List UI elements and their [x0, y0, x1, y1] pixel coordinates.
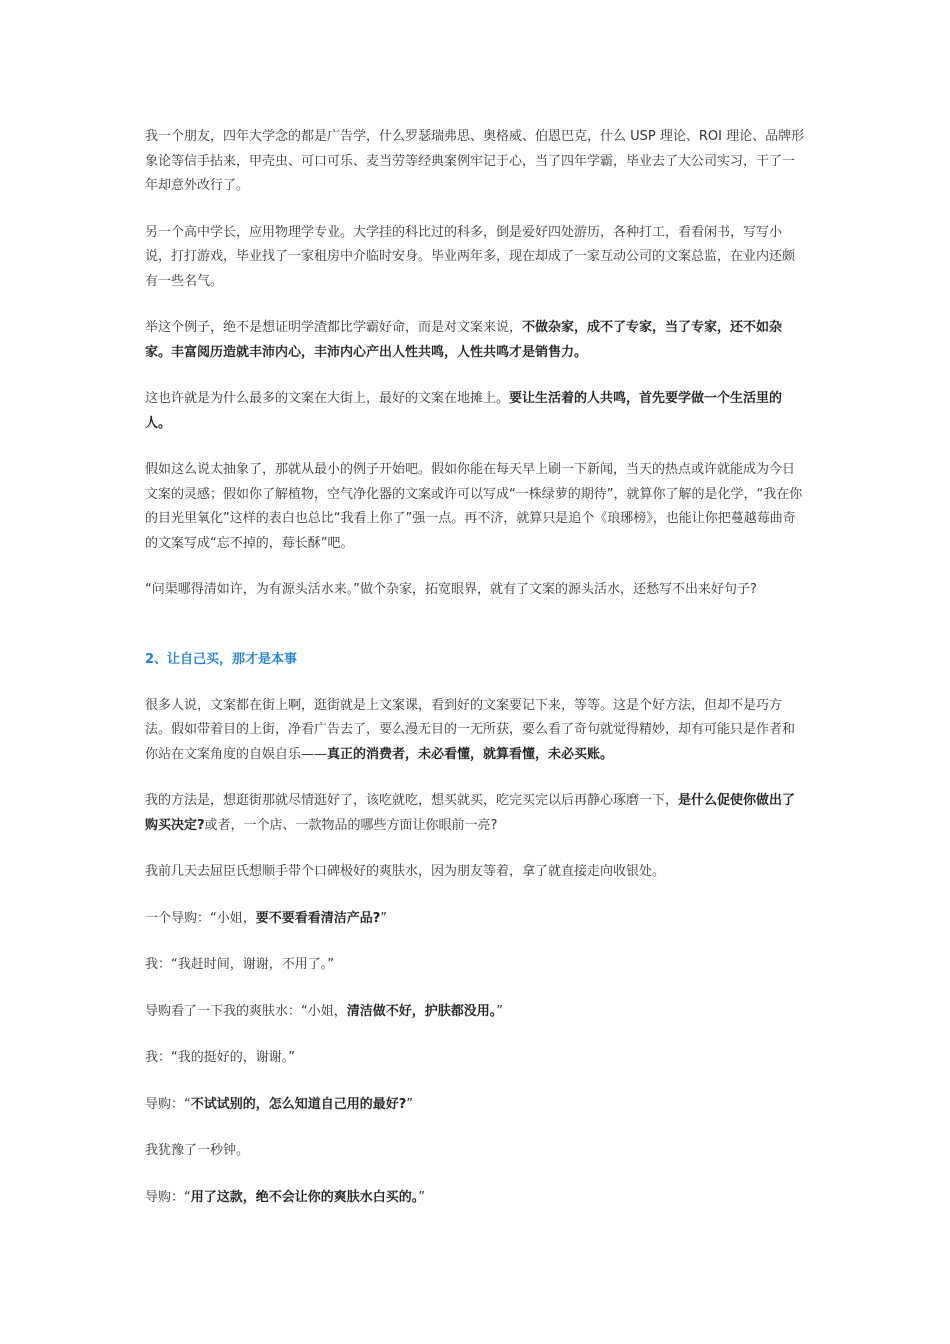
- dialogue-line-3: [145, 1000, 805, 1025]
- dialogue-7-speaker: 导购：“: [145, 1189, 191, 1205]
- section-heading-2: 2、让自己买，那才是本事: [145, 651, 298, 667]
- dialogue-5-bold: 不试试别的，怎么知道自己用的最好?: [190, 1096, 407, 1112]
- paragraph-4-bold: 要让生活着的人共鸣，首先要学做一个生活里的人。: [145, 391, 783, 431]
- paragraph-5: 假如这么说太抽象了，那就从最小的例子开始吧。假如你能在每天早上刷一下新闻，当天的热点或许就能成为今日文案的灵感；假如你了解植物，空气净化器的文案或许可以写成“一株绿萝的期待”，就算你了解的是化学，“我在你的目光里氧化”这样的表白也总比“我看上你了”强一点。再不济，就算只是追个《琅琊榜》，也能让你把蔓越莓曲奇的文案写成“忘不掉的，莓长酥”吧。: [145, 462, 803, 551]
- paragraph-6: “问渠哪得清如许，为有源头活水来。”做个杂家，拓宽眼界，就有了文案的源头活水，还愁写不出来好句子?: [145, 582, 757, 597]
- dialogue-line-5: [145, 1093, 805, 1118]
- dialogue-line-7: [145, 1186, 805, 1211]
- dialogue-7-bold: 用了这款，绝不会让你的爽肤水白买的。: [190, 1189, 419, 1205]
- paragraph-8-bold: 是什么促使你做出了购买决定?: [145, 793, 796, 833]
- paragraph-1: 我一个朋友，四年大学念的都是广告学，什么罗瑟瑞弗思、奥格威、伯恩巴克，什么 USP 理论、ROI 理论、品牌形象论等信手拈来，甲壳虫、可口可乐、麦当劳等经典案例牢记于心，当了四年学霸，毕业去了大公司实习，干了一年却意外改行了。: [145, 129, 805, 193]
- dialogue-3-bold: 清洁做不好，护肤都没用。: [346, 1003, 497, 1019]
- paragraph-3-text: 举这个例子，绝不是想证明学渣都比学霸好命，而是对文案来说，: [145, 320, 523, 335]
- paragraph-7-text: 很多人说，文案都在街上啊，逛街就是上文案课，看到好的文案要记下来，等等。这是个好方法，但却不是巧方法。假如带着目的上街，净看广告去了，要么漫无目的一无所获，要么看了奇句就觉得精妙，却有可能只是作者和你站在文案角度的自娱自乐——: [145, 697, 796, 762]
- dialogue-1-speaker: 一个导购：“小姐，: [145, 910, 256, 926]
- dialogue-7-quote-end: ”: [418, 1189, 426, 1205]
- paragraph-3: [145, 316, 805, 365]
- dialogue-1-quote-end: ”: [380, 910, 388, 926]
- dialogue-line-2: 我：“我赶时间，谢谢，不用了。”: [145, 957, 334, 972]
- paragraph-3-bold: 不做杂家，成不了专家，当了专家，还不如杂家。丰富阅历造就丰沛内心，丰沛内心产出人性共鸣，人性共鸣才是销售力。: [145, 320, 783, 360]
- article-body: [145, 125, 805, 1232]
- dialogue-line-1: [145, 907, 805, 932]
- dialogue-line-6: 我犹豫了一秒钟。: [145, 1143, 250, 1158]
- dialogue-line-4: 我：“我的挺好的，谢谢。”: [145, 1050, 295, 1065]
- paragraph-8-tail: 或者，一个店、一款物品的哪些方面让你眼前一亮?: [204, 817, 498, 833]
- dialogue-1-bold: 要不要看看清洁产品?: [255, 910, 381, 926]
- paragraph-8: [145, 789, 805, 838]
- paragraph-7: [145, 694, 805, 768]
- paragraph-4-text: 这也许就是为什么最多的文案在大街上，最好的文案在地摊上。: [145, 391, 510, 406]
- paragraph-9: 我前几天去屈臣氏想顺手带个口碑极好的爽肤水，因为朋友等着，拿了就直接走向收银处。: [145, 864, 666, 879]
- paragraph-2: 另一个高中学长，应用物理学专业。大学挂的科比过的科多，倒是爱好四处游历，各种打工，看看闲书，写写小说，打打游戏，毕业找了一家租房中介临时安身。毕业两年多，现在却成了一家互动公司的文案总监，在业内还颇有一些名气。: [145, 224, 796, 289]
- paragraph-7-bold: 真正的消费者，未必看懂，就算看懂，未必买账。: [327, 746, 614, 762]
- dialogue-5-quote-end: ”: [406, 1096, 414, 1112]
- dialogue-5-speaker: 导购：“: [145, 1096, 191, 1112]
- dialogue-3-quote-end: ”: [496, 1003, 504, 1019]
- dialogue-3-speaker: 导购看了一下我的爽肤水：“小姐，: [145, 1003, 347, 1019]
- paragraph-8-text: 我的方法是，想逛街那就尽情逛好了，该吃就吃，想买就买，吃完买完以后再静心琢磨一下，: [145, 793, 679, 808]
- paragraph-4: [145, 387, 805, 436]
